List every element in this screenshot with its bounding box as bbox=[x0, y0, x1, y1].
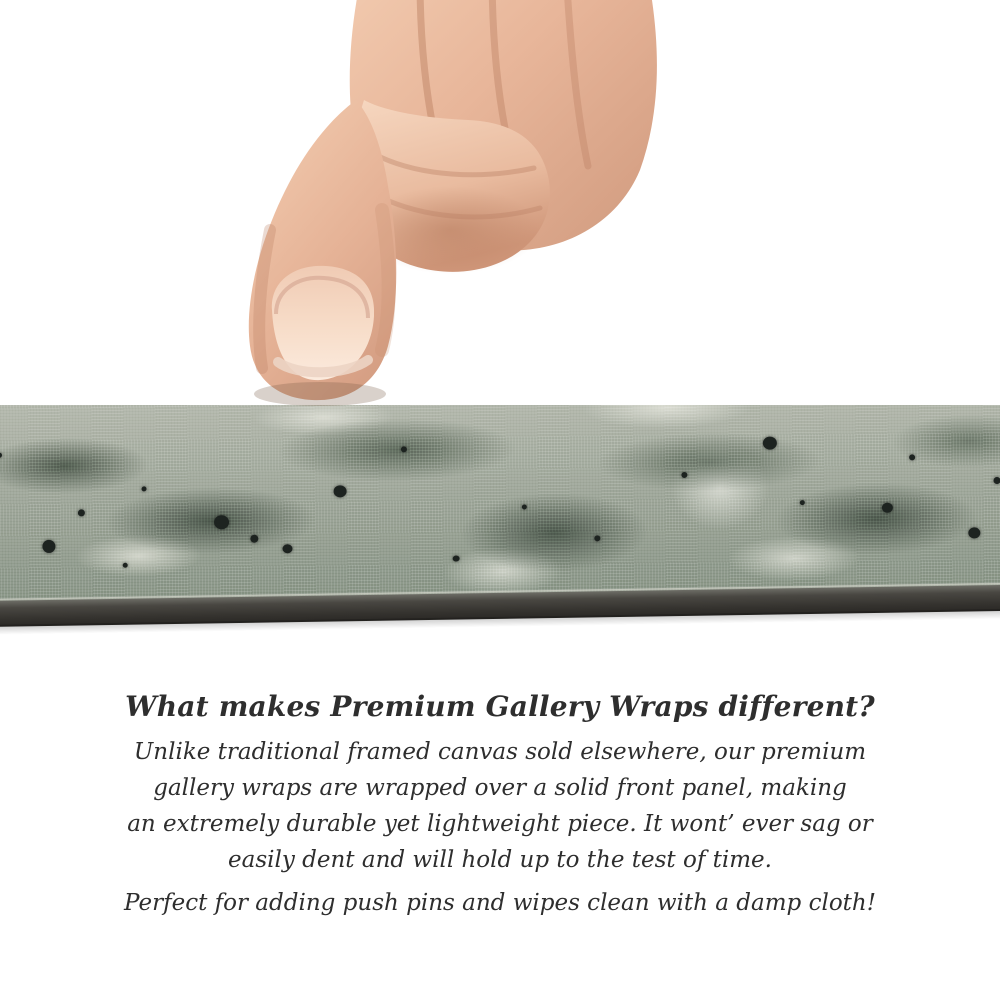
caption-line-2: gallery wraps are wrapped over a solid front panel, making bbox=[153, 775, 847, 801]
hand-pressing-illustration bbox=[120, 0, 680, 420]
caption-block bbox=[0, 690, 1000, 921]
canvas-speckle-texture bbox=[0, 405, 1000, 605]
caption-title: What makes Premium Gallery Wraps different? bbox=[125, 690, 875, 723]
gallery-wrap-canvas-band bbox=[0, 405, 1000, 643]
caption-line-5: Perfect for adding push pins and wipes clean with a damp cloth! bbox=[124, 890, 876, 916]
caption-line-3: an extremely durable yet lightweight piece. It wont’ ever sag or bbox=[127, 811, 873, 837]
caption-line-4: easily dent and will hold up to the test of time. bbox=[228, 847, 772, 873]
caption-line-1: Unlike traditional framed canvas sold elsewhere, our premium bbox=[133, 739, 867, 765]
canvas-panel bbox=[0, 405, 1000, 643]
